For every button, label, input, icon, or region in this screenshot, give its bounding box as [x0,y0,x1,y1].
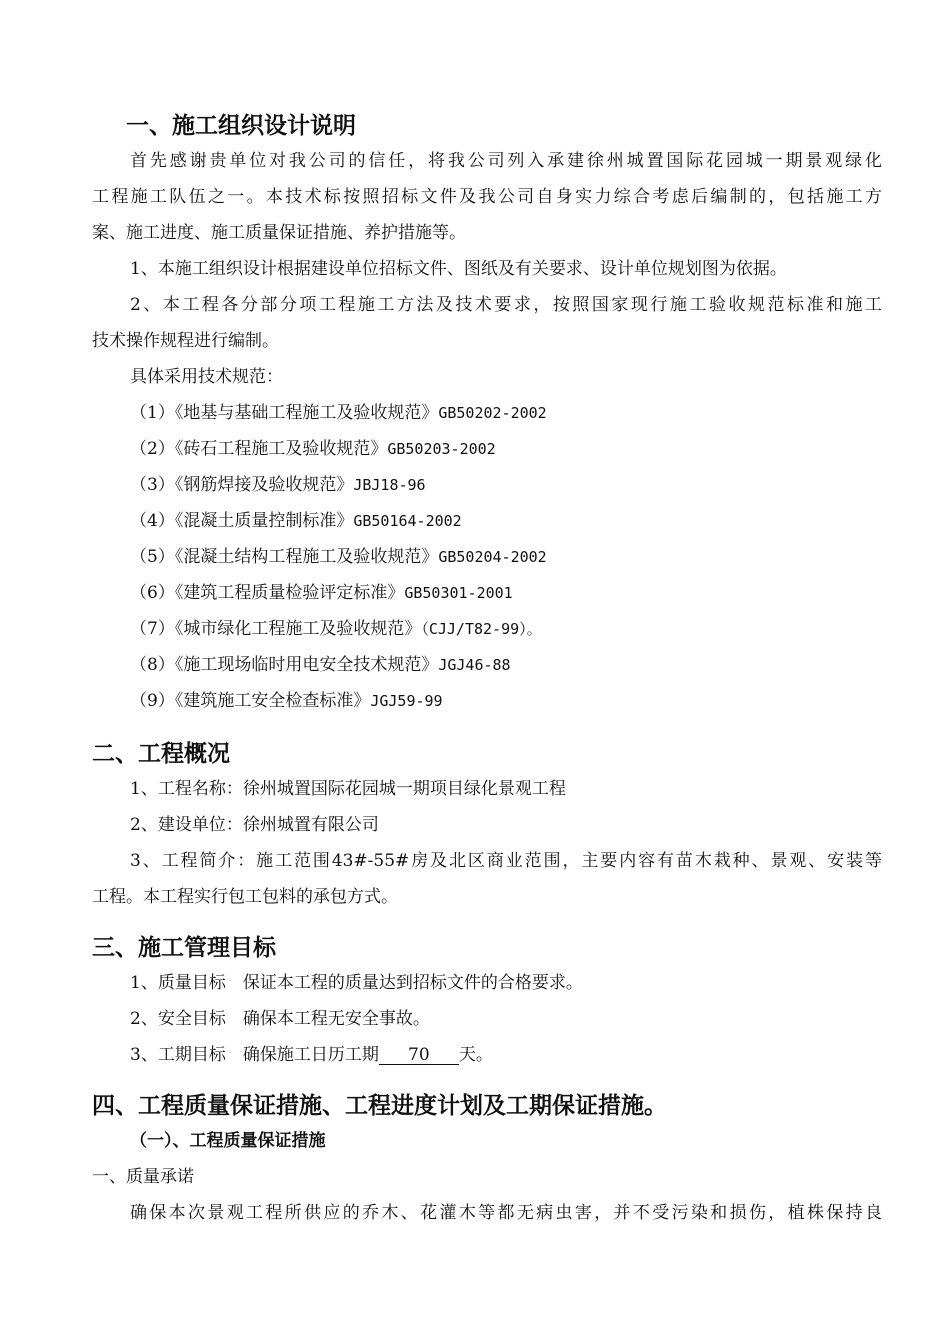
spec-item [130,511,462,531]
spec-number: （5） [130,547,175,567]
section-1-intro-line: 案、施工进度、施工质量保证措施、养护措施等。 [92,223,466,243]
spec-number: （4） [130,511,175,531]
section-2-item-3-line: 工程。本工程实行包工包料的承包方式。 [92,887,398,907]
spec-code: GB50301-2001 [404,584,513,602]
spec-code: （CJJ/T82-99）。 [421,620,542,638]
spec-item [130,403,547,423]
section-3-item-3 [130,1045,493,1065]
spec-code: GB50164-2002 [353,512,462,530]
section-1-intro-line: 工程施工队伍之一。本技术标按照招标文件及我公司自身实力综合考虑后编制的，包括施工方 [92,187,882,207]
section-1-intro-line: 首先感谢贵单位对我公司的信任，将我公司列入承建徐州城置国际花园城一期景观绿化 [130,151,882,171]
section-1-item-1: 1、本施工组织设计根据建设单位招标文件、图纸及有关要求、设计单位规划图为依据。 [130,259,787,279]
spec-item [130,547,547,567]
spec-item [130,583,513,603]
specs-heading: 具体采用技术规范： [130,367,283,387]
spec-number: （8） [130,655,175,675]
spec-code: JGJ46-88 [438,656,511,674]
spec-name: 《钢筋焊接及验收规范》 [174,475,354,495]
duration-unit: 天。 [458,1045,493,1065]
spec-name: 《混凝土结构工程施工及验收规范》 [174,547,439,567]
section-2-item-3-line: 3、工程简介：施工范围43#-55#房及北区商业范围，主要内容有苗木栽种、景观、安装等 [130,851,882,871]
spec-name: 《建筑施工安全检查标准》 [174,691,371,711]
section-1-title: 一、施工组织设计说明 [126,113,356,139]
section-4-subitem: 一、质量承诺 [92,1167,194,1187]
spec-item [130,655,511,675]
section-2-title: 二、工程概况 [92,741,230,767]
section-3-title: 三、施工管理目标 [92,935,276,961]
spec-code: JGJ59-99 [370,692,443,710]
spec-name: 《混凝土质量控制标准》 [174,511,354,531]
spec-code: JBJ18-96 [353,476,426,494]
spec-name: 《建筑工程质量检验评定标准》 [174,583,405,603]
duration-label: 3、工期目标 确保施工日历工期 [130,1045,379,1065]
spec-number: （7） [130,619,175,639]
spec-name: 《城市绿化工程施工及验收规范》 [174,619,422,639]
spec-item [130,691,443,711]
spec-number: （2） [130,439,175,459]
spec-code: GB50204-2002 [438,548,547,566]
section-1-item-2-line: 2、本工程各分部分项工程施工方法及技术要求，按照国家现行施工验收规范标准和施工 [130,295,882,315]
section-4-title: 四、工程质量保证措施、工程进度计划及工期保证措施。 [92,1093,667,1119]
spec-code: GB50203-2002 [387,440,496,458]
section-2-item-1: 1、工程名称：徐州城置国际花园城一期项目绿化景观工程 [130,779,566,799]
section-4-subtitle: （一）、工程质量保证措施 [130,1131,326,1151]
spec-name: 《地基与基础工程施工及验收规范》 [174,403,439,423]
spec-number: （1） [130,403,175,423]
section-3-item-1: 1、质量目标 保证本工程的质量达到招标文件的合格要求。 [130,973,583,993]
spec-name: 《施工现场临时用电安全技术规范》 [174,655,439,675]
spec-number: （6） [130,583,175,603]
section-2-item-2: 2、建设单位：徐州城置有限公司 [130,815,379,835]
spec-name: 《砖石工程施工及验收规范》 [174,439,388,459]
section-1-item-2-line: 技术操作规程进行编制。 [92,331,279,351]
spec-item [130,475,426,495]
duration-value: 70 [379,1046,459,1065]
spec-item [130,439,496,459]
spec-item [130,619,542,639]
spec-number: （3） [130,475,175,495]
section-3-item-2: 2、安全目标 确保本工程无安全事故。 [130,1009,430,1029]
spec-code: GB50202-2002 [438,404,547,422]
section-4-body-line: 确保本次景观工程所供应的乔木、花灌木等都无病虫害，并不受污染和损伤，植株保持良 [130,1203,882,1223]
spec-number: （9） [130,691,175,711]
